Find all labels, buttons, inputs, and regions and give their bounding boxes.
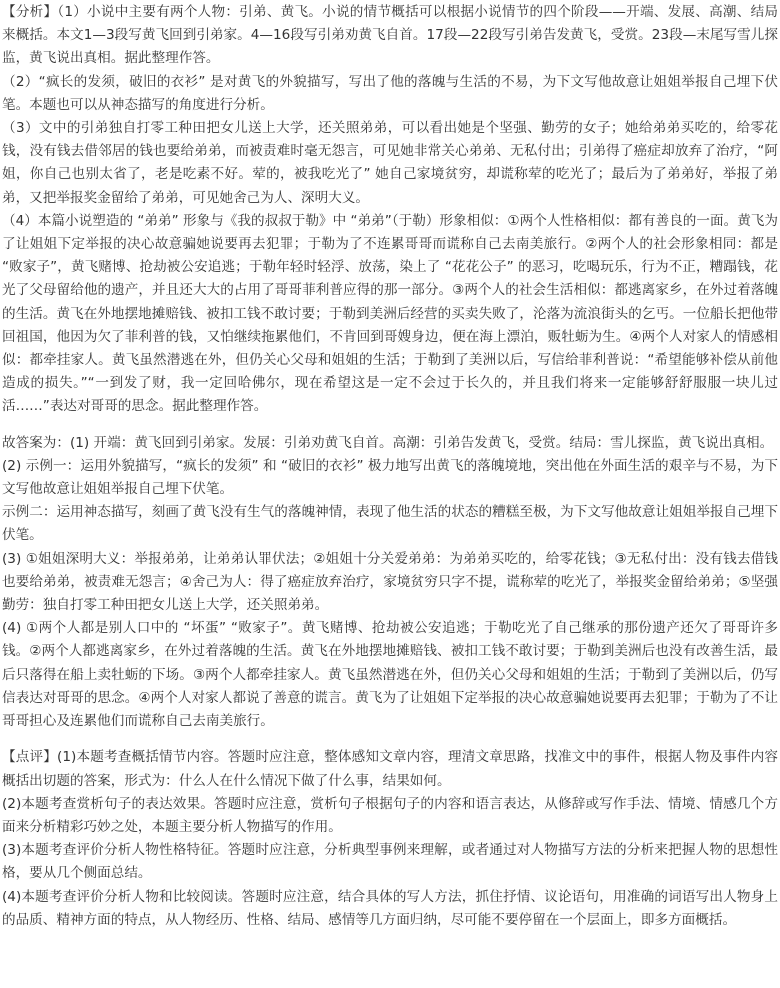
section-gap bbox=[2, 733, 778, 746]
analysis-paragraph-3: （3）文中的引弟独自打零工种田把女儿送上大学，还关照弟弟，可以看出她是个坚强、勤劳的女子；她给弟弟买吃的，给零花钱，没有钱去借邻居的钱也要给弟弟，而被责难时毫无怨言，可见她非常关心弟弟、无私付出；引弟得了癌症却放弃了治疗，“阿姐，你自己也别太省了，老是吃素不好。荤的，被我吃光了” 她自己家境贫穷，却谎称荤的吃光了；最后为了弟弟好，举报了弟弟，又把举报奖金留给了弟弟，可见她舍己为人、深明大义。 bbox=[2, 120, 778, 206]
answer-q2-example-2: 示例二：运用神态描写，刻画了黄飞没有生气的落魄神情，表现了他生活的状态的糟糕至极，为下文写他故意让姐姐举报自己埋下伏笔。 bbox=[2, 504, 778, 544]
answer-section bbox=[2, 432, 778, 734]
comment-2: (2)本题考查赏析句子的表达效果。答题时应注意，赏析句子根据句子的内容和语言表达，从修辞或写作手法、情境、情感几个方面来分析精彩巧妙之处，本题主要分析人物描写的作用。 bbox=[2, 795, 778, 835]
answer-q2-example-1: (2) 示例一：运用外貌描写，“疯长的发须” 和 “破旧的衣衫” 极力地写出黄飞的落魄境地，突出他在外面生活的艰辛与不易，为下文写他故意让姐姐举报自己埋下伏笔。 bbox=[2, 457, 778, 498]
comment-1: 【点评】(1)本题考查概括情节内容。答题时应注意，整体感知文章内容，理清文章思路，找准文中的事件，根据人物及事件内容概括出切题的答案，形式为：什么人在什么情况下做了什么事，结果如何。 bbox=[2, 749, 778, 789]
comment-3: (3)本题考查评价分析人物性格特征。答题时应注意，分析典型事例来理解，或者通过对人物描写方法的分析来把握人物的思想性格，要从几个侧面总结。 bbox=[2, 842, 778, 882]
answer-q3: (3) ①姐姐深明大义：举报弟弟，让弟弟认罪伏法；②姐姐十分关爱弟弟：为弟弟买吃的，给零花钱；③无私付出：没有钱去借钱也要给弟弟，被责难无怨言；④舍己为人：得了癌症放弃治疗，家境贫穷只字不提，谎称荤的吃光了，举报奖金留给弟弟；⑤坚强勤劳：独自打零工种田把女儿送上大学，还关照弟弟。 bbox=[2, 550, 778, 614]
analysis-paragraph-4: （4）本篇小说塑造的 “弟弟” 形象与《我的叔叔于勒》中 “弟弟”（于勒）形象相似：①两个人性格相似：都有善良的一面。黄飞为了让姐姐下定举报的决心故意骗她说要再去犯罪；于勒为了不连累哥哥而谎称自己去南美旅行。②两个人的社会形象相同：都是 “败家子”，黄飞赌博、抢劫被公安追逃；于勒年轻时轻浮、放荡，染上了 “花花公子” 的恶习，吃喝玩乐，行为不正，糟蹋钱，花光了父母留给他的遗产，并且还大大的占用了哥哥菲利普应得的那一部分。③两个人的社会生活相似：都逃离家乡，在外过着落魄的生活。黄飞在外地摆地摊赔钱、被扣工钱不敢讨要；于勒到美洲后经营的买卖失败了，沦落为流浪街头的乞丐。一位船长把他带回祖国，他因为欠了菲利普的钱，又怕继续拖累他们，不肯回到哥嫂身边，便在海上漂泊，贩牡蛎为生。④两个人对家人的情感相似：都牵挂家人。黄飞虽然潜逃在外，但仍关心父母和姐姐的生活；于勒到了美洲以后，写信给菲利普说：“希望能够补偿从前他造成的损失。”“一到发了财，我一定回哈佛尔，现在希望这是一定不会过于长久的，并且我们将来一定能够舒舒服服一块儿过活……”表达对哥哥的思念。据此整理作答。 bbox=[2, 212, 778, 415]
comment-section bbox=[2, 746, 778, 932]
analysis-paragraph-2: （2）“疯长的发须，破旧的衣衫” 是对黄飞的外貌描写，写出了他的落魄与生活的不易，为下文写他故意让姐姐举报自己埋下伏笔。本题也可以从神态描写的角度进行分析。 bbox=[2, 73, 778, 113]
analysis-section bbox=[2, 1, 778, 419]
section-gap bbox=[2, 419, 778, 432]
answer-q4: (4) ①两个人都是别人口中的 “坏蛋” “败家子”。黄飞赌博、抢劫被公安追逃；于勒吃光了自己继承的那份遗产还欠了哥哥许多钱。②两个人都逃离家乡，在外过着落魄的生活。黄飞在外地摆地摊赔钱、被扣工钱不敢讨要；于勒到美洲后也没有改善生活，最后只落得在船上卖牡蛎的下场。③两个人都牵挂家人。黄飞虽然潜逃在外，但仍关心父母和姐姐的生活；于勒到了美洲以后，仍写信表达对哥哥的思念。④两个人对家人都说了善意的谎言。黄飞为了让姐姐下定举报的决心故意骗她说要再去犯罪；于勒为了不让哥哥担心及连累他们而谎称自己去南美旅行。 bbox=[2, 620, 778, 730]
answer-q1: 故答案为：(1) 开端：黄飞回到引弟家。发展：引弟劝黄飞自首。高潮：引弟告发黄飞，受赏。结局：雪儿探监，黄飞说出真相。 bbox=[2, 434, 774, 451]
comment-4: (4)本题考查评价分析人物和比较阅读。答题时应注意，结合具体的写人方法，抓住抒情、议论语句，用准确的词语写出人物身上的品质、精神方面的特点，从人物经历、性格、结局、感情等几方面归纳，尽可能不要停留在一个层面上，即多方面概括。 bbox=[2, 888, 778, 928]
analysis-paragraph-1: 【分析】（1）小说中主要有两个人物：引弟、黄飞。小说的情节概括可以根据小说情节的四个阶段——开端、发展、高潮、结局来概括。本文1—3段写黄飞回到引弟家。4—16段写引弟劝黄飞自首。17段—22段写引弟告发黄飞，受赏。23段—末尾写雪儿探监，黄飞说出真相。据此整理作答。 bbox=[2, 4, 778, 67]
